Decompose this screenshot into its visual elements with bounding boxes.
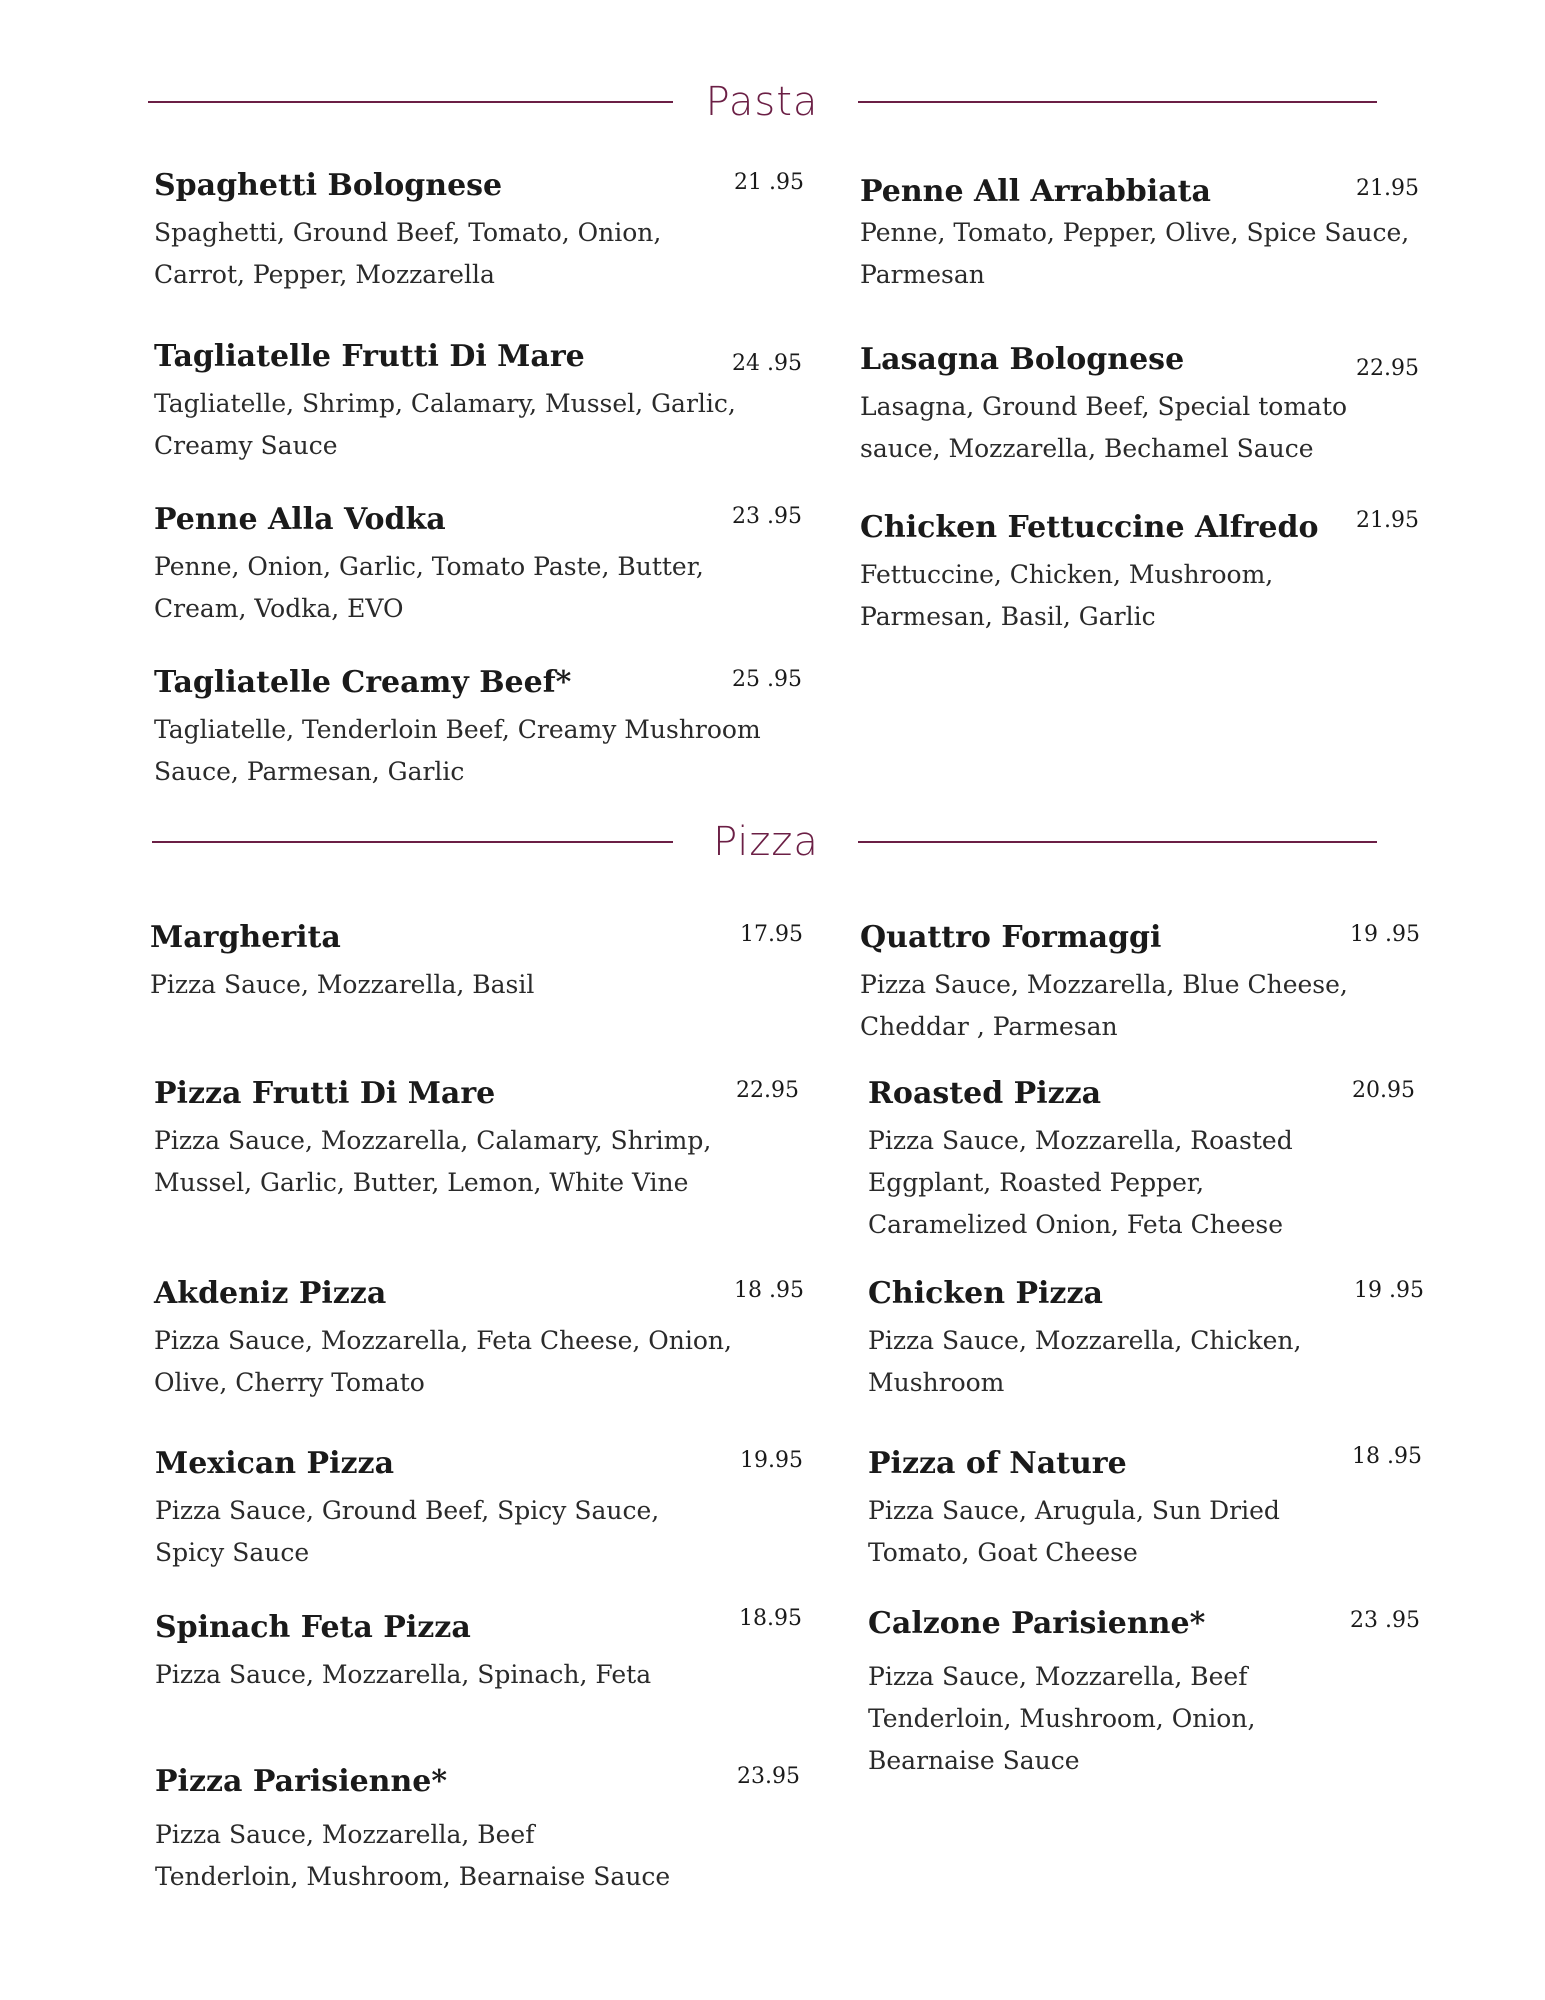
- item-name: Penne Alla Vodka: [154, 502, 446, 537]
- item-price: 21 .95: [734, 170, 804, 195]
- item-name: Margherita: [150, 920, 341, 955]
- item-price: 23.95: [737, 1764, 800, 1789]
- item-description: Lasagna, Ground Beef, Special tomato sauce, Mozzarella, Bechamel Sauce: [860, 392, 1348, 463]
- menu-item: [154, 1074, 799, 1204]
- item-price: 19.95: [740, 1448, 803, 1473]
- item-description: Tagliatelle, Tenderloin Beef, Creamy Mushroom Sauce, Parmesan, Garlic: [154, 715, 761, 786]
- item-name: Pizza of Nature: [868, 1446, 1127, 1481]
- item-description: Tagliatelle, Shrimp, Calamary, Mussel, Garlic, Creamy Sauce: [154, 389, 736, 460]
- menu-item: [860, 508, 1500, 638]
- item-name: Spaghetti Bolognese: [154, 168, 503, 203]
- item-name: Pizza Frutti Di Mare: [154, 1076, 496, 1111]
- item-name: Penne All Arrabbiata: [860, 174, 1211, 209]
- item-price: 22.95: [736, 1078, 799, 1103]
- menu-item: [868, 1074, 1508, 1246]
- header-rule-right: [858, 841, 1377, 843]
- menu-item: [154, 663, 802, 793]
- item-price: 21.95: [1356, 176, 1419, 201]
- item-description: Spaghetti, Ground Beef, Tomato, Onion, Carrot, Pepper, Mozzarella: [154, 218, 662, 289]
- section-title: Pizza: [713, 819, 819, 865]
- item-name: Tagliatelle Frutti Di Mare: [154, 339, 585, 374]
- section-header-pasta: [0, 72, 1545, 132]
- item-description: Penne, Onion, Garlic, Tomato Paste, Butter, Cream, Vodka, EVO: [154, 552, 704, 623]
- item-name: Tagliatelle Creamy Beef*: [154, 665, 572, 700]
- header-rule-left: [148, 101, 673, 103]
- item-price: 22.95: [1356, 356, 1419, 381]
- menu-item: [868, 1274, 1508, 1404]
- item-description: Pizza Sauce, Mozzarella, Roasted Eggplant, Roasted Pepper, Caramelized Onion, Feta Cheese: [868, 1126, 1293, 1239]
- item-price: 19 .95: [1354, 1278, 1424, 1303]
- item-description: Pizza Sauce, Mozzarella, Beef Tenderloin, Mushroom, Onion, Bearnaise Sauce: [868, 1662, 1256, 1775]
- menu-item: [155, 1444, 803, 1574]
- item-price: 17.95: [740, 922, 803, 947]
- item-name: Spinach Feta Pizza: [155, 1610, 471, 1645]
- item-price: 25 .95: [732, 667, 802, 692]
- item-price: 20.95: [1352, 1078, 1415, 1103]
- section-header-pizza: [0, 812, 1545, 872]
- item-name: Mexican Pizza: [155, 1446, 395, 1481]
- menu-item: [860, 340, 1500, 470]
- item-name: Quattro Formaggi: [860, 920, 1162, 955]
- menu-item: [154, 500, 802, 630]
- menu-item: [860, 172, 1500, 296]
- item-price: 18 .95: [1352, 1444, 1422, 1469]
- menu-item: [154, 337, 802, 467]
- section-title: Pasta: [705, 79, 819, 125]
- item-price: 19 .95: [1350, 922, 1420, 947]
- item-name: Chicken Pizza: [868, 1276, 1103, 1311]
- item-description: Fettuccine, Chicken, Mushroom, Parmesan, Basil, Garlic: [860, 560, 1274, 631]
- item-description: Pizza Sauce, Mozzarella, Calamary, Shrimp, Mussel, Garlic, Butter, Lemon, White Vine: [154, 1126, 712, 1197]
- header-rule-left: [152, 841, 673, 843]
- item-description: Pizza Sauce, Mozzarella, Feta Cheese, Onion, Olive, Cherry Tomato: [154, 1326, 732, 1397]
- item-price: 24 .95: [732, 351, 802, 376]
- item-description: Pizza Sauce, Mozzarella, Chicken, Mushroom: [868, 1326, 1302, 1397]
- item-description: Pizza Sauce, Ground Beef, Spicy Sauce, Spicy Sauce: [155, 1496, 660, 1567]
- item-price: 18.95: [739, 1606, 802, 1631]
- item-price: 23 .95: [732, 504, 802, 529]
- item-name: Calzone Parisienne*: [868, 1606, 1206, 1641]
- item-name: Lasagna Bolognese: [860, 342, 1185, 377]
- menu-item: [868, 1444, 1508, 1574]
- item-description: Pizza Sauce, Mozzarella, Basil: [150, 970, 535, 999]
- item-name: Chicken Fettuccine Alfredo: [860, 510, 1319, 545]
- item-price: 18 .95: [734, 1278, 804, 1303]
- item-description: Pizza Sauce, Mozzarella, Blue Cheese, Cheddar , Parmesan: [860, 970, 1348, 1041]
- item-description: Penne, Tomato, Pepper, Olive, Spice Sauce, Parmesan: [860, 218, 1410, 289]
- menu-item: [150, 918, 803, 1006]
- item-description: Pizza Sauce, Arugula, Sun Dried Tomato, Goat Cheese: [868, 1496, 1280, 1567]
- menu-item: [154, 166, 804, 296]
- item-price: 23 .95: [1350, 1608, 1420, 1633]
- item-name: Pizza Parisienne*: [155, 1764, 448, 1799]
- menu-item: [868, 1604, 1508, 1782]
- item-price: 21.95: [1356, 508, 1419, 533]
- item-name: Roasted Pizza: [868, 1076, 1102, 1111]
- item-name: Akdeniz Pizza: [154, 1276, 387, 1311]
- item-description: Pizza Sauce, Mozzarella, Beef Tenderloin, Mushroom, Bearnaise Sauce: [155, 1820, 671, 1891]
- menu-item: [154, 1274, 804, 1404]
- header-rule-right: [858, 101, 1377, 103]
- item-description: Pizza Sauce, Mozzarella, Spinach, Feta: [155, 1660, 652, 1689]
- menu-item: [860, 918, 1500, 1048]
- menu-item: [155, 1762, 800, 1898]
- menu-item: [155, 1606, 802, 1696]
